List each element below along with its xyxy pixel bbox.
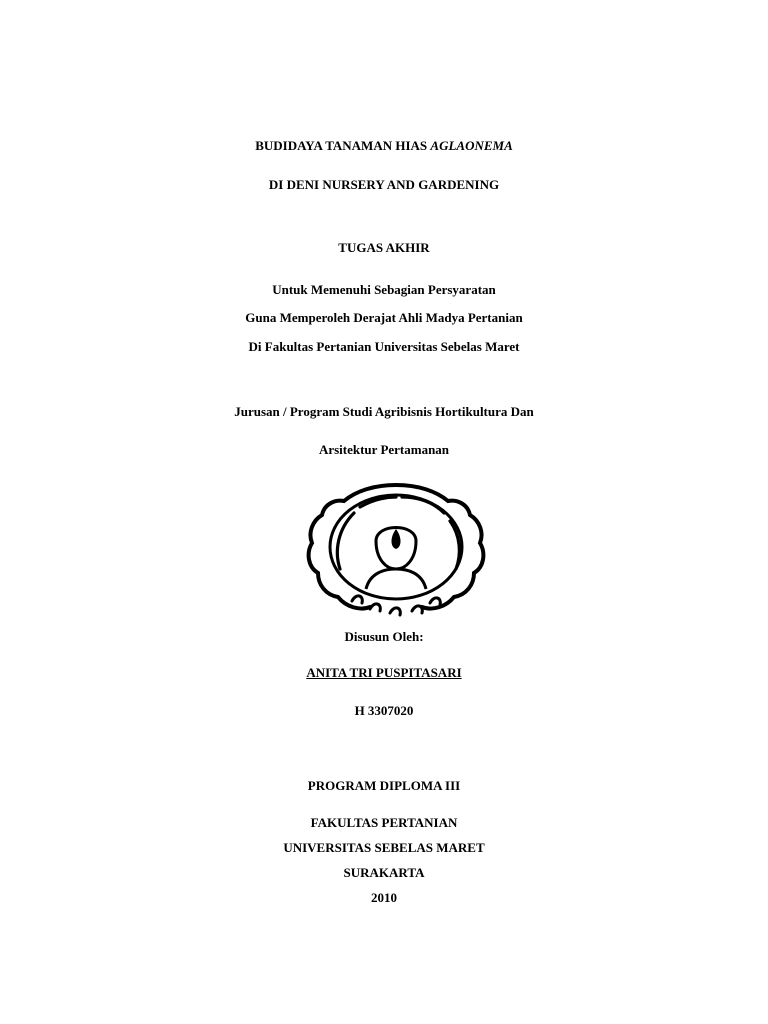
program-name: PROGRAM DIPLOMA III <box>307 778 461 793</box>
faculty-name: FAKULTAS PERTANIAN <box>310 815 458 830</box>
title-species: AGLAONEMA <box>430 138 513 153</box>
department-line-2: Arsitektur Pertamanan <box>318 442 450 457</box>
author-id: H 3307020 <box>354 703 414 718</box>
title-line-1 <box>0 138 768 154</box>
title-line-2: DI DENI NURSERY AND GARDENING <box>268 177 500 192</box>
purpose-line-1: Untuk Memenuhi Sebagian Persyaratan <box>272 282 496 297</box>
year: 2010 <box>371 890 397 905</box>
purpose-line-3: Di Fakultas Pertanian Universitas Sebelas Maret <box>248 339 520 354</box>
university-seal-icon <box>304 477 488 623</box>
purpose-line-2: Guna Memperoleh Derajat Ahli Madya Pertanian <box>245 310 523 325</box>
university-name: UNIVERSITAS SEBELAS MARET <box>283 840 485 855</box>
department-line-1: Jurusan / Program Studi Agribisnis Hortikultura Dan <box>234 404 534 419</box>
author-label: Disusun Oleh: <box>344 629 424 644</box>
city-name: SURAKARTA <box>343 865 425 880</box>
document-type: TUGAS AKHIR <box>338 240 430 255</box>
author-name: ANITA TRI PUSPITASARI <box>306 665 462 680</box>
title-main: BUDIDAYA TANAMAN HIAS <box>255 138 431 153</box>
